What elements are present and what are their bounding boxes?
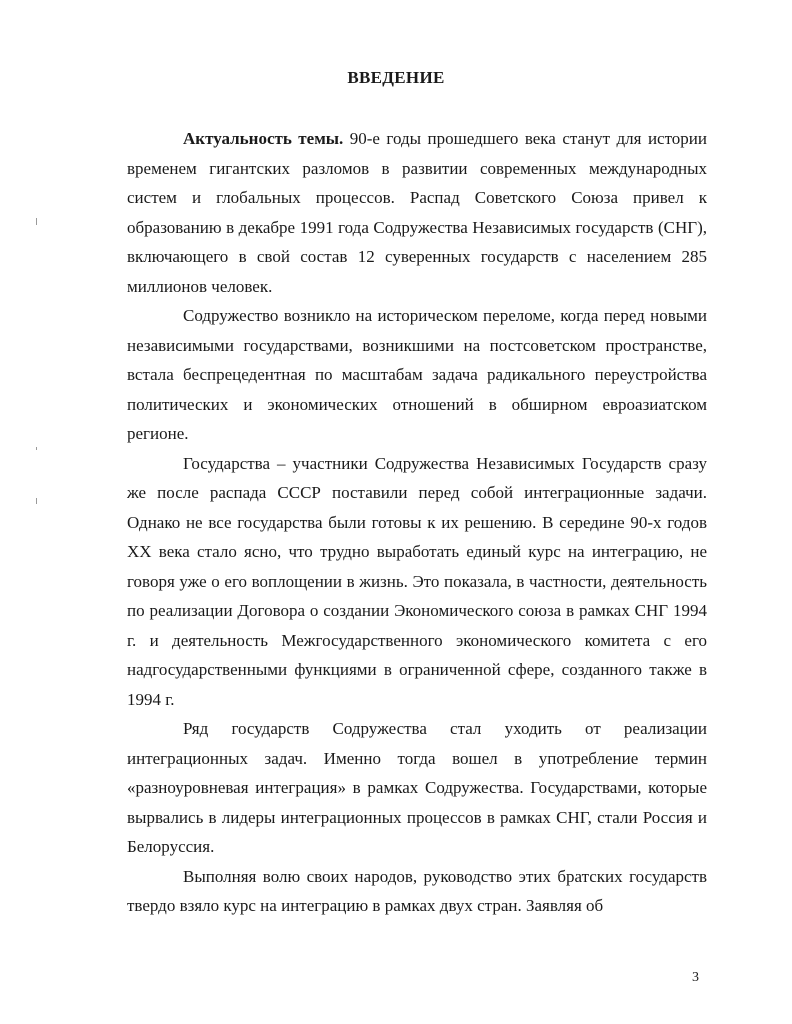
margin-mark xyxy=(36,447,37,450)
paragraph: Государства – участники Содружества Независимых Государств сразу же после распада СССР поставили перед собой интеграционные задачи. Однако не все государства были готовы к их решению. В середине 90-х годов XX века стало ясно, что трудно выработать единый курс на интеграцию, не говоря уже о его воплощении в жизнь. Это показала, в частности, деятельность по реализации Договора о создании Экономического союза в рамках СНГ 1994 г. и деятельность Межгосударственного экономического комитета с его надгосударственными функциями в ограниченной сфере, созданного также в 1994 г. xyxy=(127,453,707,709)
margin-mark xyxy=(36,218,37,225)
body-text xyxy=(127,124,707,921)
margin-mark xyxy=(36,498,37,504)
paragraph-text: 90-е годы прошедшего века станут для истории временем гигантских разломов в развитии современных международных систем и глобальных процессов. Распад Советского Союза привел к образованию в декабре 1991 года Содружества Независимых государств (СНГ), включающего в свой состав 12 суверенных государств с населением 285 миллионов человек. xyxy=(127,129,707,296)
paragraph-lead: Актуальность темы. xyxy=(183,129,344,148)
page-number: 3 xyxy=(692,970,699,985)
paragraph: Содружество возникло на историческом переломе, когда перед новыми независимыми государствами, возникшими на постсоветском пространстве, встала беспрецедентная по масштабам задача радикального переустройства политических и экономических отношений в обширном евроазиатском регионе. xyxy=(127,306,707,443)
page-title: ВВЕДЕНИЕ xyxy=(347,68,445,87)
paragraph: Ряд государств Содружества стал уходить от реализации интеграционных задач. Именно тогда вошел в употребление термин «разноуровневая интеграция» в рамках Содружества. Государствами, которые вырвались в лидеры интеграционных процессов в рамках СНГ, стали Россия и Белоруссия. xyxy=(127,719,707,856)
paragraph xyxy=(127,124,707,301)
paragraph: Выполняя волю своих народов, руководство этих братских государств твердо взяло курс на интеграцию в рамках двух стран. Заявляя об xyxy=(127,866,707,915)
